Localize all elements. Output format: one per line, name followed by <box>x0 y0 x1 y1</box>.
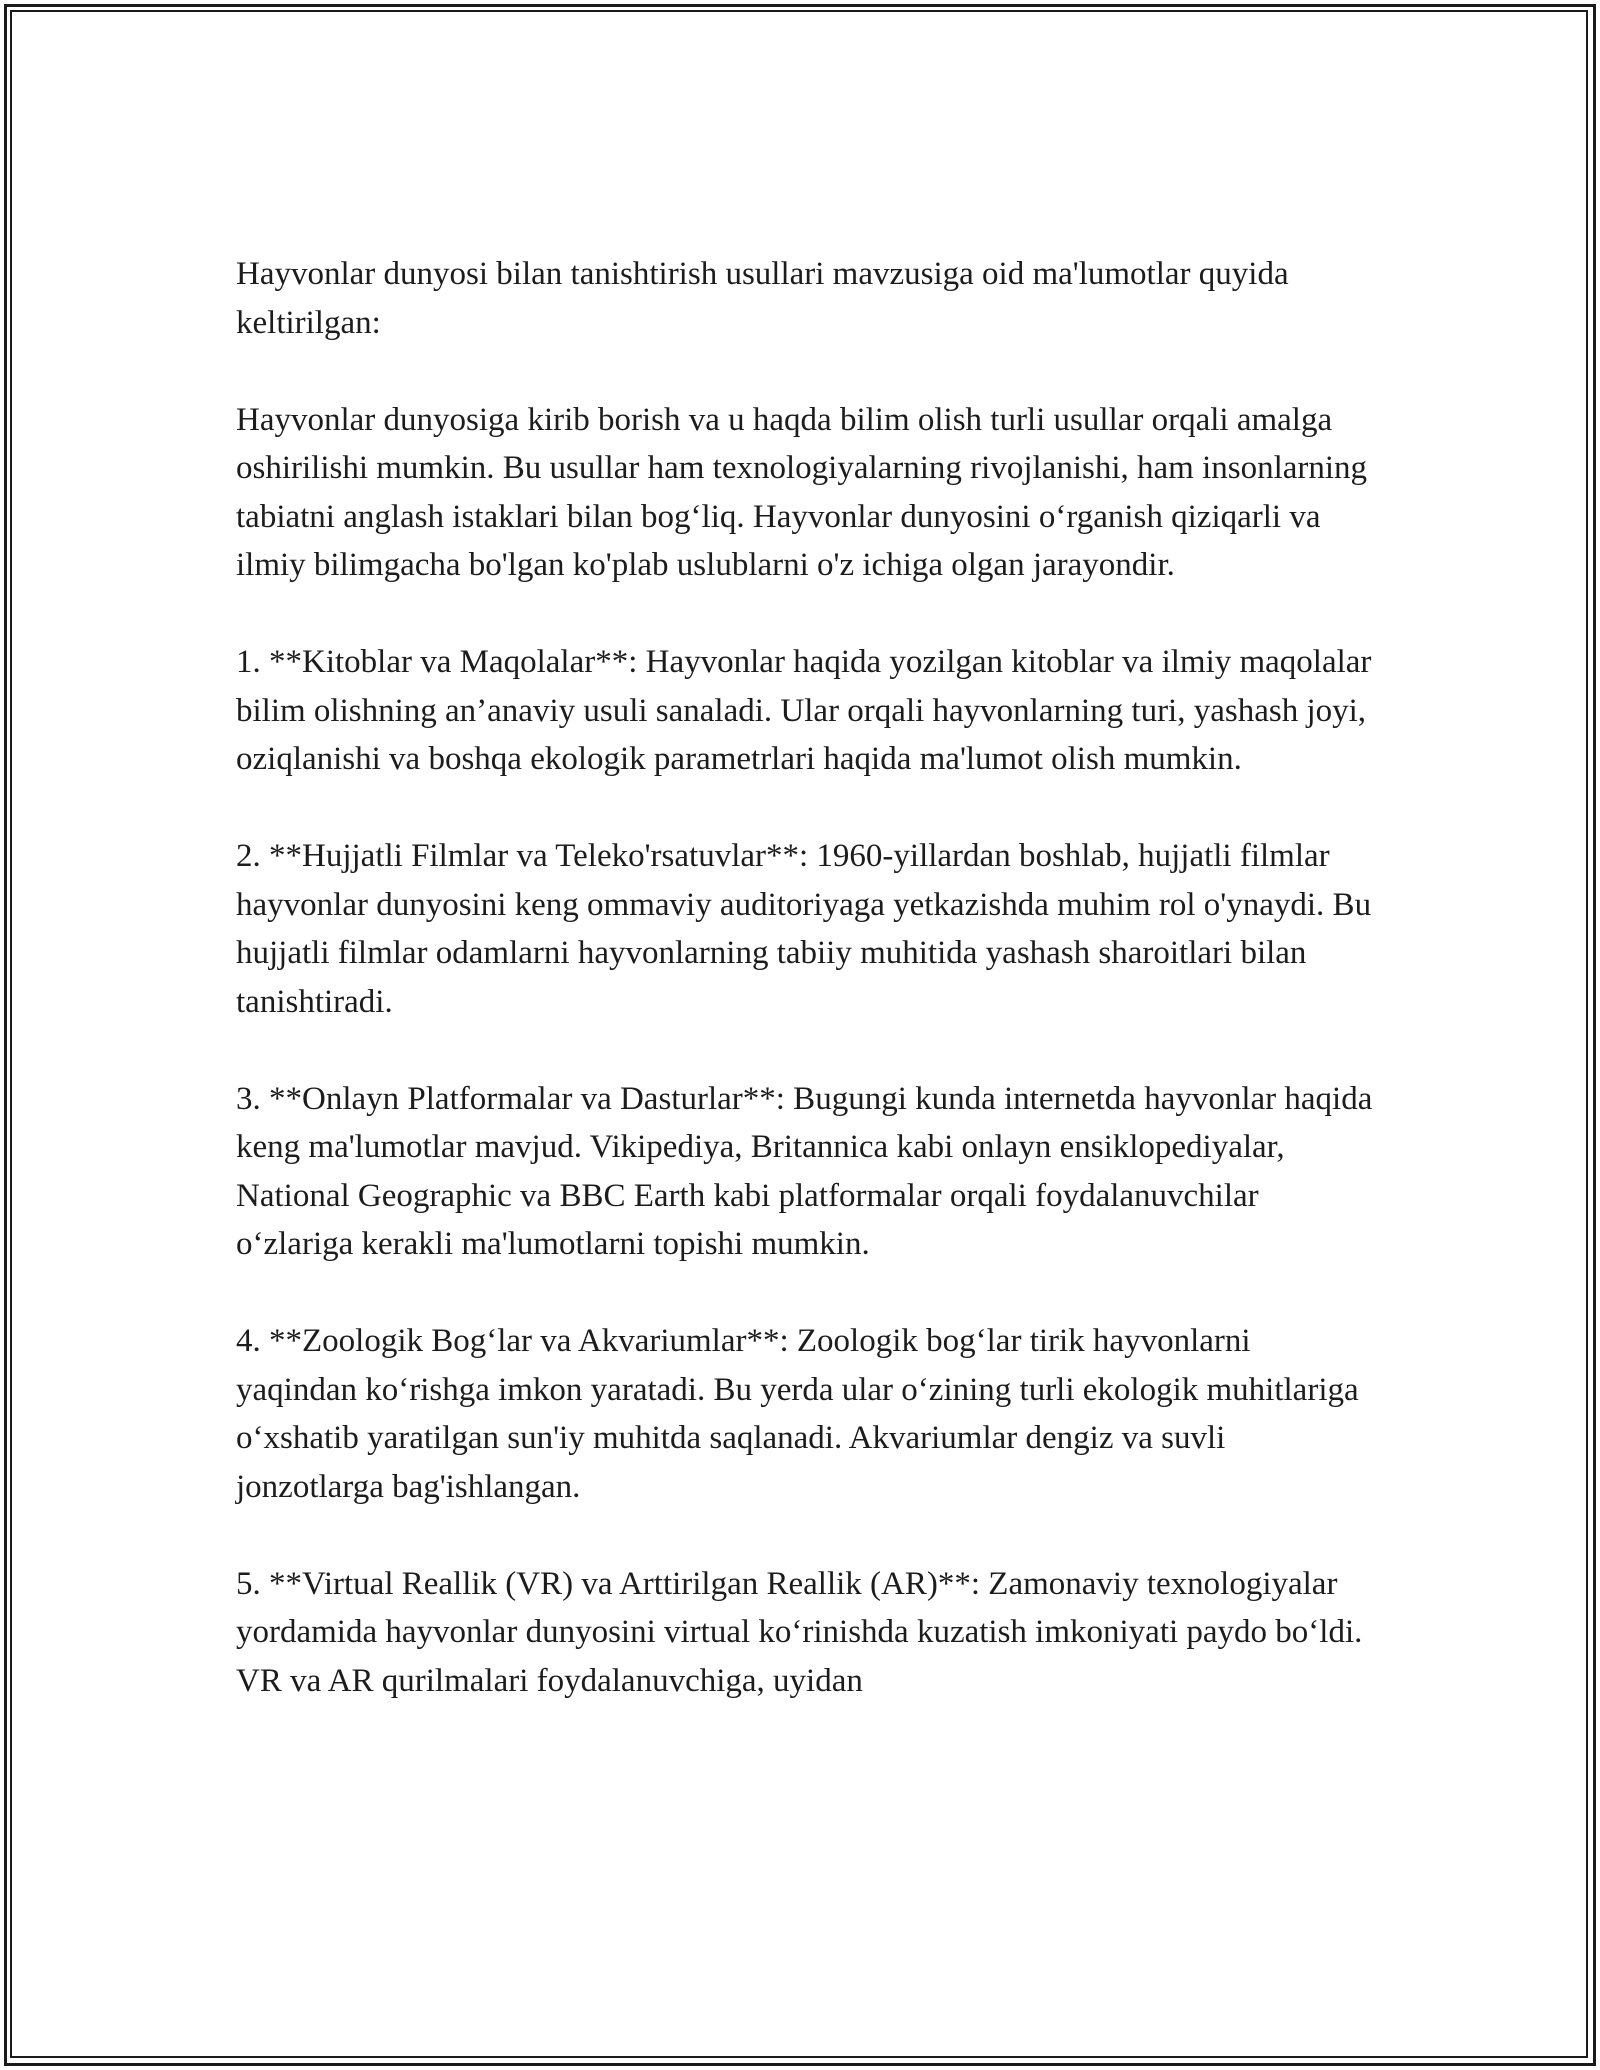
intro-paragraph: Hayvonlar dunyosi bilan tanishtirish usullari mavzusiga oid ma'lumotlar quyida keltirilgan: <box>236 256 1289 341</box>
list-item: 4. **Zoologik Bog‘lar va Akvariumlar**: Zoologik bog‘lar tirik hayvonlarni yaqindan ko‘rishga imkon yaratadi. Bu yerda ular o‘zining turli ekologik muhitlariga o‘xshatib yaratilgan sun'iy muhitda saqlanadi. Akvariumlar dengiz va suvli jonzotlarga bag'ishlangan. <box>236 1323 1359 1505</box>
overview-paragraph: Hayvonlar dunyosiga kirib borish va u haqda bilim olish turli usullar orqali amalga oshirilishi mumkin. Bu usullar ham texnologiyalarning rivojlanishi, ham insonlarning tabiatni anglash istaklari bilan bog‘liq. Hayvonlar dunyosini o‘rganish qiziqarli va ilmiy bilimgacha bo'lgan ko'plab uslublarni o'z ichiga olgan jarayondir. <box>236 401 1368 583</box>
list-item: 3. **Onlayn Platformalar va Dasturlar**: Bugungi kunda internetda hayvonlar haqida keng ma'lumotlar mavjud. Vikipediya, Britannica kabi onlayn ensiklopediyalar, National Geographic va BBC Earth kabi platformalar orqali foydalanuvchilar o‘zlariga kerakli ma'lumotlarni topishi mumkin. <box>236 1080 1373 1262</box>
list-item: 1. **Kitoblar va Maqolalar**: Hayvonlar haqida yozilgan kitoblar va ilmiy maqolalar bilim olishning an’anaviy usuli sanaladi. Ular orqali hayvonlarning turi, yashash joyi, oziqlanishi va boshqa ekologik parametrlari haqida ma'lumot olish mumkin. <box>236 644 1372 777</box>
list-item: 5. **Virtual Reallik (VR) va Arttirilgan Reallik (AR)**: Zamonaviy texnologiyalar yordamida hayvonlar dunyosini virtual ko‘rinishda kuzatish imkoniyati paydo bo‘ldi. VR va AR qurilmalari foydalanuvchiga, uyidan <box>236 1565 1363 1699</box>
list-item: 2. **Hujjatli Filmlar va Teleko'rsatuvlar**: 1960-yillardan boshlab, hujjatli filmlar hayvonlar dunyosini keng ommaviy auditoriyaga yetkazishda muhim rol o'ynaydi. Bu hujjatli filmlar odamlarni hayvonlarning tabiiy muhitida yashash sharoitlari bilan tanishtiradi. <box>236 838 1372 1020</box>
document-body <box>236 250 1376 1705</box>
